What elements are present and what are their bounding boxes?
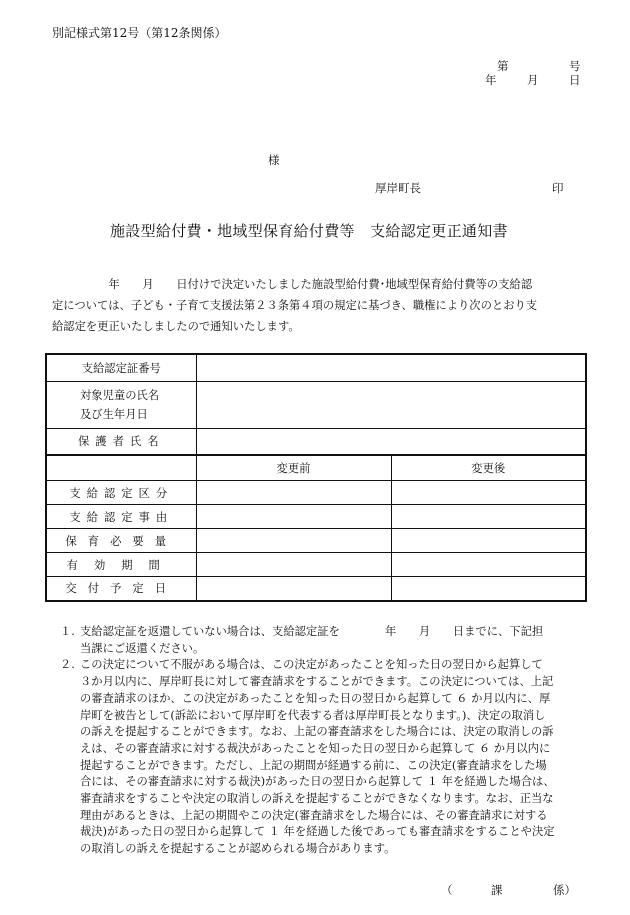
intro-line: 定については、子ども・子育て支援法第２３条第４項の規定に基づき、職権により次のとおり支 [52, 299, 538, 312]
child-name-label: 対象児童の氏名 [80, 388, 160, 402]
intro-line: 給認定を更正いたしましたので通知いたします。 [52, 320, 300, 333]
note-line: 審査請求をすることや決定の取消しの訴えを提起することができなくなります。なお、正当な [80, 792, 554, 806]
after-cell [391, 505, 586, 529]
note-line: 理由があるときは、上記の期間やこの決定(審査請求をした場合には、その審査請求に対する [80, 808, 548, 822]
header-blank [46, 455, 196, 481]
intro-paragraph [52, 274, 592, 337]
label-category: 支給認定区分 [46, 481, 196, 505]
doc-number-go: 号 [569, 59, 581, 73]
intro-line: 年 月 日付けで決定いたしました施設型給付費･地域型保育給付費等の支給認 [52, 278, 533, 291]
note-number: １. [60, 625, 75, 638]
addressee-suffix: 様 [268, 153, 280, 167]
label-certificate-number: 支給認定証番号 [46, 354, 196, 381]
value-certificate-number [196, 354, 586, 381]
dept-ka: 課 [491, 883, 503, 897]
form-id: 別記様式第12号（第12条関係） [52, 26, 227, 40]
note-item [60, 624, 600, 657]
note-line: の訴えを提起することができます。なお、上記の審査請求をした場合には、決定の取消しの訴 [80, 725, 554, 739]
after-cell [391, 481, 586, 505]
note-line: 当課にご返還ください。 [80, 641, 205, 655]
header-after: 変更後 [391, 455, 586, 481]
note-line: 支給認定証を返還していない場合は、支給認定証を 年 月 日までに、下記担 [80, 625, 544, 638]
certification-table [45, 353, 587, 602]
label-child-name-dob [46, 381, 196, 428]
value-child-name-dob [196, 381, 586, 428]
note-line: 提起することができます。ただし、上記の期間が経過する前に、この決定(審査請求をした場 [80, 758, 547, 772]
after-cell [391, 529, 586, 553]
document-title: 施設型給付費・地域型保育給付費等 支給認定更正通知書 [110, 222, 508, 240]
note-line: 合には、その審査請求に対する裁決)があった日の翌日から起算して １ 年を経過した場合は、 [80, 775, 555, 789]
note-item [60, 657, 600, 857]
note-line: ３か月以内に、厚岸町長に対して審査請求をすることができます。この決定については、上記 [80, 675, 554, 689]
before-cell [196, 553, 391, 577]
value-guardian-name [196, 428, 586, 455]
note-line: の審査請求のほか、この決定があったことを知った日の翌日から起算して ６ か月以内に、厚 [80, 691, 551, 705]
label-issue-date: 交付予定日 [46, 577, 196, 601]
doc-number-dai: 第 [497, 59, 509, 73]
notes-section [60, 624, 600, 858]
date-year: 年 [485, 73, 497, 87]
label-guardian-name: 保護者氏名 [46, 428, 196, 455]
before-cell [196, 529, 391, 553]
label-care-amount: 保育必要量 [46, 529, 196, 553]
dept-kakari: 係） [553, 883, 576, 897]
date-day: 日 [569, 73, 581, 87]
note-line: 岸町を被告として(訴訟において厚岸町を代表する者は厚岸町長となります。)、決定の取消し [80, 708, 546, 722]
before-cell [196, 481, 391, 505]
header-before: 変更前 [196, 455, 391, 481]
note-number: ２. [60, 658, 75, 672]
label-valid-period: 有効期間 [46, 553, 196, 577]
child-dob-label: 及び生年月日 [80, 407, 148, 421]
after-cell [391, 577, 586, 601]
note-line: えは、その審査請求に対する裁決があったことを知った日の翌日から起算して ６ か月以内に [80, 741, 551, 755]
note-line: この決定について不服がある場合は、この決定があったことを知った日の翌日から起算して [80, 658, 543, 672]
date-month: 月 [527, 73, 539, 87]
note-line: 裁決)があった日の翌日から起算して １ 年を経過した後であっても審査請求をすることや決定 [80, 825, 555, 839]
issuer-title: 厚岸町長 [375, 181, 421, 195]
after-cell [391, 553, 586, 577]
dept-open-paren: （ [441, 883, 453, 897]
before-cell [196, 577, 391, 601]
before-cell [196, 505, 391, 529]
label-reason: 支給認定事由 [46, 505, 196, 529]
note-line: の取消しの訴えを提起することが認められる場合があります。 [80, 842, 396, 856]
seal-mark: 印 [552, 181, 564, 195]
